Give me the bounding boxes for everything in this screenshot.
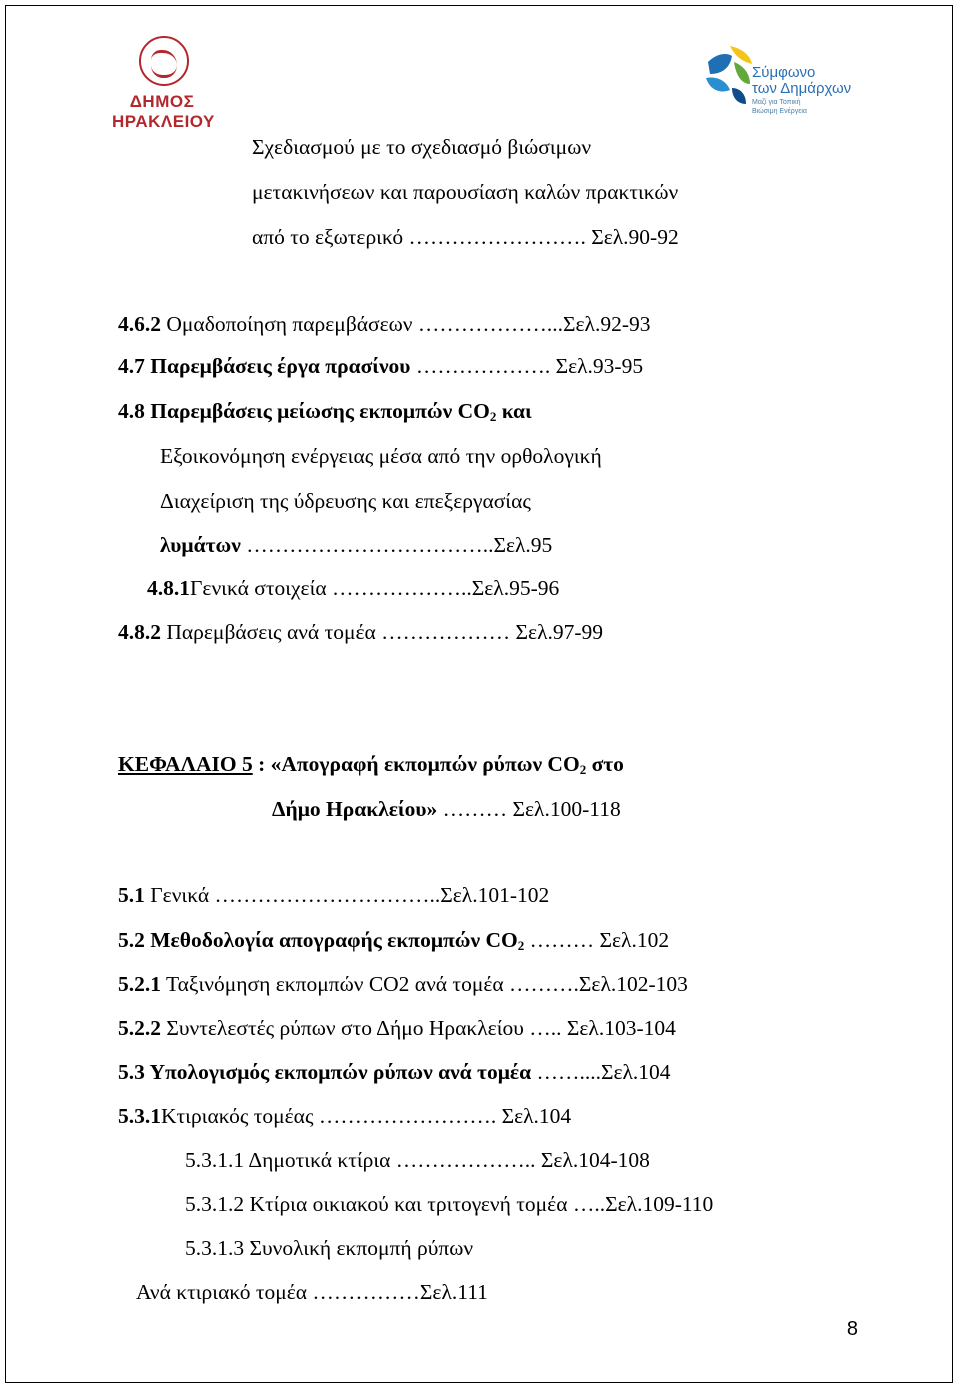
toc-entry	[118, 311, 651, 337]
chapter-heading	[118, 751, 624, 777]
toc-entry-title: 4.8 Παρεμβάσεις μείωσης εκπομπών CO	[118, 399, 490, 423]
heraklion-seal-icon	[139, 36, 189, 86]
chapter-label: ΚΕΦΑΛΑΙΟ 5	[118, 752, 253, 776]
toc-line: από το εξωτερικό ……………………. Σελ.90-92	[252, 225, 679, 249]
toc-line: 5.3.1.2 Κτίρια οικιακού και τριτογενή τομέα …..Σελ.109-110	[185, 1192, 714, 1216]
logo-tagline2: Βιώσιμη Ενέργεια	[752, 108, 807, 115]
toc-entry-number: 5.1	[118, 883, 145, 907]
chapter-page: ……… Σελ.100-118	[437, 797, 621, 821]
covenant-of-mayors-logo	[700, 44, 890, 124]
toc-entry	[118, 619, 603, 645]
chapter-title-cont: στο	[586, 752, 624, 776]
page-border	[5, 5, 953, 1383]
toc-entry-text: Κτιριακός τομέας ……………………. Σελ.104	[161, 1104, 572, 1128]
logo-text-line1: Σύμφωνο	[752, 64, 816, 81]
toc-entry-page: ……………………………..Σελ.95	[240, 533, 553, 557]
toc-entry-title: 5.3 Υπολογισμός εκπομπών ρύπων ανά τομέα	[118, 1060, 532, 1084]
toc-entry-page: ……… Σελ.102	[524, 928, 670, 952]
heraklion-logo	[112, 36, 215, 140]
logo-text-line2: ΗΡΑΚΛΕΙΟΥ	[112, 112, 215, 131]
subscript: 2	[489, 409, 497, 424]
toc-entry-number: 4.8.1	[147, 576, 190, 600]
toc-entry-number: 4.8.2	[118, 620, 161, 644]
toc-entry-page: ………………. Σελ.93-95	[410, 354, 644, 378]
toc-entry-title: 4.7 Παρεμβάσεις έργα πρασίνου	[118, 354, 411, 378]
toc-line: μετακινήσεων και παρουσίαση καλών πρακτικών	[252, 180, 679, 204]
toc-entry-number: 5.2.2	[118, 1016, 161, 1040]
covenant-of-mayors-icon	[700, 44, 758, 108]
toc-entry-number: 5.2.1	[118, 972, 161, 996]
toc-line: 5.3.1.3 Συνολική εκπομπή ρύπων	[185, 1236, 474, 1260]
toc-entry	[118, 398, 532, 424]
subscript: 2	[517, 938, 525, 953]
toc-entry-text: Γενικά …………………………..Σελ.101-102	[144, 883, 550, 907]
logo-text-line1: ΔΗΜΟΣ	[129, 92, 195, 111]
toc-entry-text: Συντελεστές ρύπων στο Δήμο Ηρακλείου ….. Σελ.103-104	[161, 1016, 676, 1040]
page-number: 8	[846, 1318, 858, 1340]
toc-entry-text: Ταξινόμηση εκπομπών CO2 ανά τομέα ……….Σελ.102-103	[161, 972, 688, 996]
toc-entry	[118, 1015, 676, 1041]
toc-entry	[118, 1059, 671, 1085]
toc-entry	[118, 353, 643, 379]
toc-entry-number: 5.3.1	[118, 1104, 161, 1128]
chapter-heading-line2	[272, 796, 621, 822]
toc-entry-title-cont: και	[496, 399, 532, 423]
toc-entry	[147, 575, 559, 601]
toc-entry	[118, 971, 688, 997]
toc-entry-title: 5.2 Μεθοδολογία απογραφής εκπομπών CO	[118, 928, 518, 952]
toc-entry	[160, 532, 552, 558]
toc-entry	[118, 1103, 571, 1129]
toc-line: Διαχείριση της ύδρευσης και επεξεργασίας	[160, 489, 531, 513]
toc-entry-number: 4.6.2	[118, 312, 161, 336]
toc-entry	[118, 927, 669, 953]
toc-entry-text: Γενικά στοιχεία ………………..Σελ.95-96	[190, 576, 560, 600]
toc-entry-text: Ομαδοποίηση παρεμβάσεων ………………...Σελ.92-93	[161, 312, 651, 336]
toc-entry-page: ……....Σελ.104	[531, 1060, 671, 1084]
toc-line: Ανά κτιριακό τομέα ……………Σελ.111	[136, 1280, 488, 1304]
toc-line: 5.3.1.1 Δημοτικά κτίρια ……………….. Σελ.104-108	[185, 1148, 650, 1172]
chapter-title-cont: Δήμο Ηρακλείου»	[272, 797, 438, 821]
subscript: 2	[579, 762, 587, 777]
toc-entry-text: Παρεμβάσεις ανά τομέα ……………… Σελ.97-99	[161, 620, 604, 644]
toc-line: Σχεδιασμού με το σχεδιασμό βιώσιμων	[252, 135, 592, 159]
chapter-title: : «Απογραφή εκπομπών ρύπων CO	[252, 752, 580, 776]
toc-entry-title: λυμάτων	[160, 533, 241, 557]
logo-text-line2: των Δημάρχων	[752, 80, 852, 97]
logo-tagline1: Μαζί για Τοπική	[752, 99, 801, 106]
toc-entry	[118, 882, 549, 908]
toc-line: Εξοικονόμηση ενέργειας μέσα από την ορθολογική	[160, 444, 602, 468]
